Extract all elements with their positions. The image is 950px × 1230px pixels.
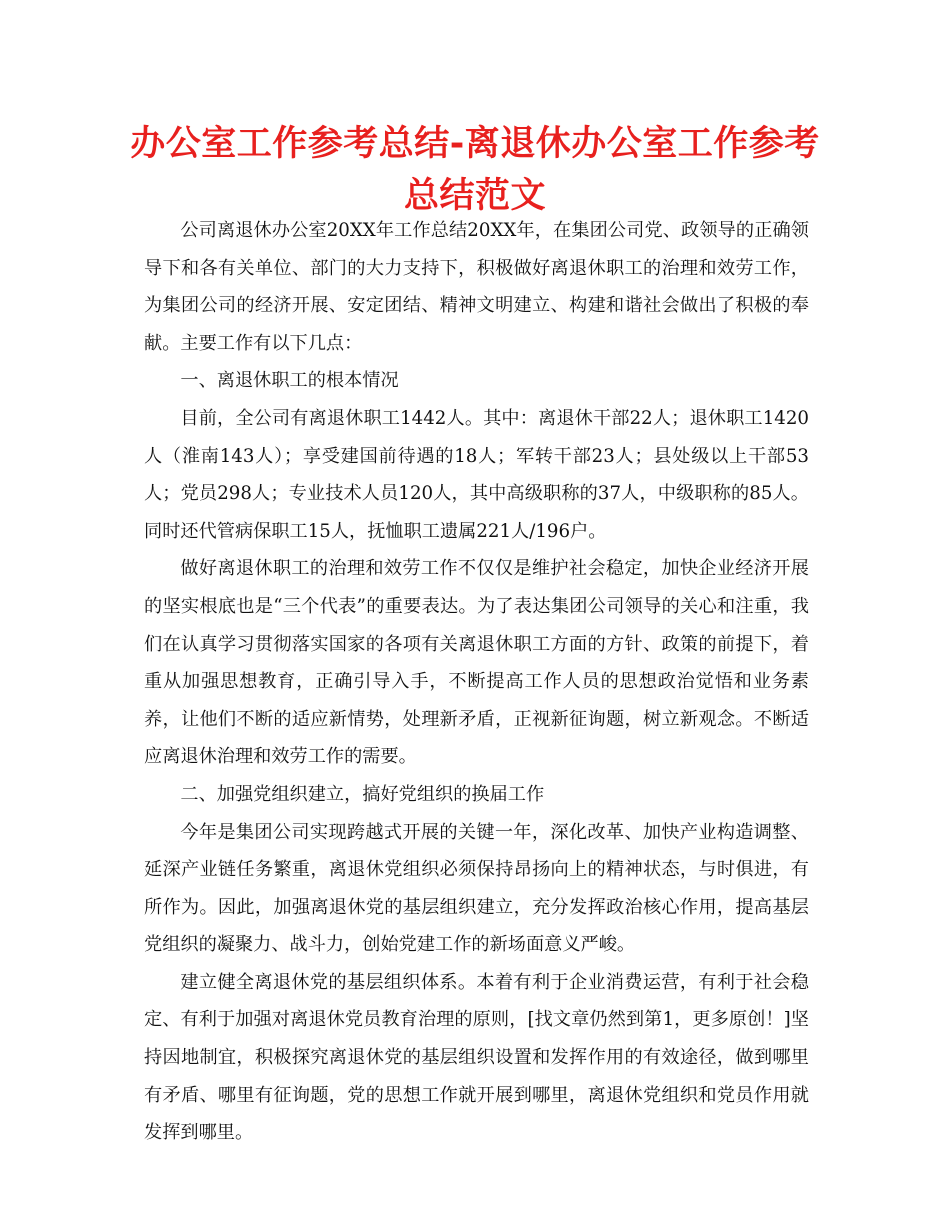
paragraph-party-building: 今年是集团公司实现跨越式开展的关键一年，深化改革、加快产业构造调整、延深产业链任务繁重，离退休党组织必须保持昂扬向上的精神状态，与时俱进，有所作为。因此，加强离退休党的基层组织建立，充分发挥政治核心作用，提高基层党组织的凝聚力、战斗力，创始党建工作的新场面意义严峻。 bbox=[144, 821, 809, 956]
paragraph-intro: 公司离退休办公室20XX年工作总结20XX年，在集团公司党、政领导的正确领导下和各有关单位、部门的大力支持下，积极做好离退休职工的治理和效劳工作，为集团公司的经济开展、安定团结、精神文明建立、构建和谐社会做出了积极的奉献。主要工作有以下几点： bbox=[144, 220, 809, 354]
section-heading-1: 一、离退休职工的根本情况 bbox=[180, 370, 399, 392]
document-body bbox=[144, 212, 809, 1152]
paragraph-staff-statistics: 目前，全公司有离退休职工1442人。其中：离退休干部22人；退休职工1420人（淮南143人）；享受建国前待遇的18人；军转干部23人；县处级以上干部53人；党员298人；专业技术人员120人，其中高级职称的37人，中级职称的85人。同时还代管病保职工15人，抚恤职工遗属221人/196户。 bbox=[144, 407, 809, 542]
document-title: 办公室工作参考总结-离退休办公室工作参考总结范文 bbox=[130, 124, 820, 216]
paragraph-service-work: 做好离退休职工的治理和效劳工作不仅仅是维护社会稳定，加快企业经济开展的坚实根底也是“三个代表”的重要表达。为了表达集团公司领导的关心和注重，我们在认真学习贯彻落实国家的各项有关离退休职工方面的方针、政策的前提下，着重从加强思想教育，正确引导入手，不断提高工作人员的思想政治觉悟和业务素养，让他们不断的适应新情势，处理新矛盾，正视新征询题，树立新观念。不断适应离退休治理和效劳工作的需要。 bbox=[144, 558, 809, 768]
paragraph-organization-system: 建立健全离退休党的基层组织体系。本着有利于企业消费运营，有利于社会稳定、有利于加强对离退休党员教育治理的原则，[找文章仍然到第1，更多原创！]坚持因地制宜，积极探究离退休党的基层组织设置和发挥作用的有效途径，做到哪里有矛盾、哪里有征询题，党的思想工作就开展到哪里，离退休党组织和党员作用就发挥到哪里。 bbox=[144, 971, 809, 1144]
section-heading-2: 二、加强党组织建立，搞好党组织的换届工作 bbox=[180, 783, 545, 805]
